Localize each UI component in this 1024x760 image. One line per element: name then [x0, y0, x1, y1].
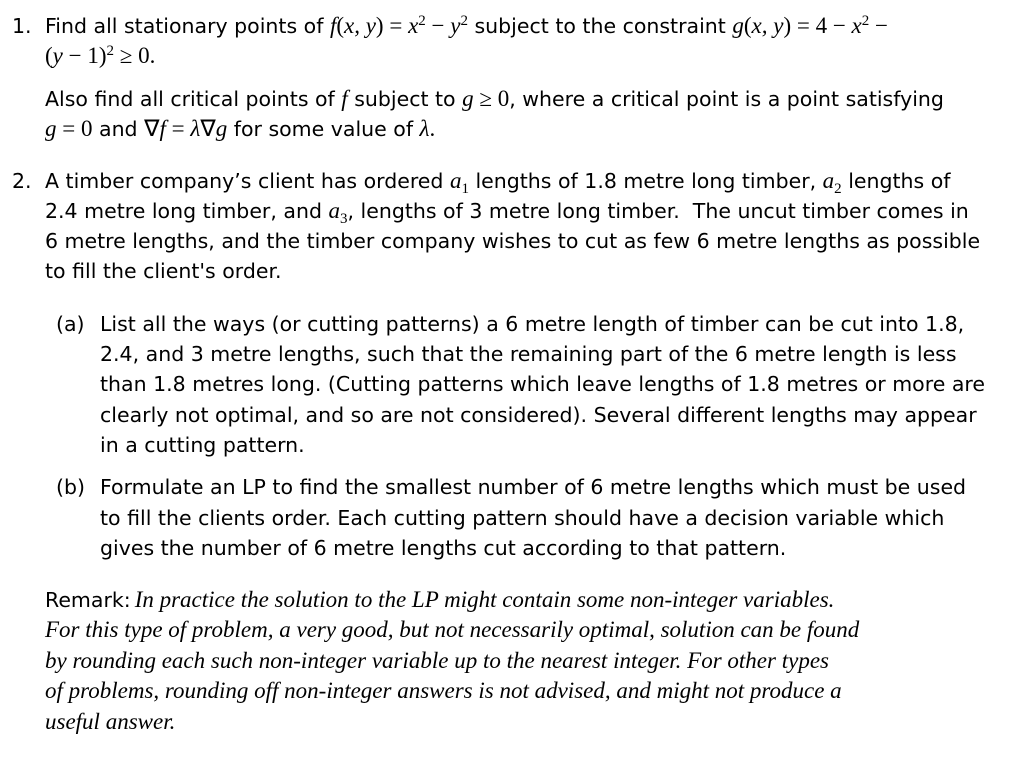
remark-line-1: [45, 587, 834, 616]
part-a-line-5: in a cutting pattern.: [100, 433, 305, 457]
part-a-line-3: than 1.8 metres long. (Cutting patterns which leave lengths of 1.8 metres or more are: [100, 372, 985, 396]
part-b-label: (b): [56, 475, 86, 499]
part-a-label: (a): [56, 312, 85, 336]
question-1-line-2: $(y - 1)^2 \ge 0$.: [45, 43, 156, 68]
question-2-line-4: to fill the client's order.: [45, 259, 282, 283]
question-2-number: 2.: [12, 169, 32, 193]
question-1-line-1: Find all stationary points of f(x, $y) = x^2 - y^2$ subject to the constraint g(x, $y) = 4 - x^2$ −: [45, 13, 888, 38]
part-a-line-2: 2.4, and 3 metre lengths, such that the remaining part of the 6 metre length is less: [100, 342, 957, 366]
part-a-line-1: List all the ways (or cutting patterns) a 6 metre length of timber can be cut into 1.8,: [100, 312, 965, 336]
part-b-line-2: to fill the clients order. Each cutting pattern should have a decision variable which: [100, 506, 945, 530]
question-2-line-3: 6 metre lengths, and the timber company wishes to cut as few 6 metre lengths as possible: [45, 229, 981, 253]
part-a-line-4: clearly not optimal, and so are not considered). Several different lengths may appear: [100, 403, 977, 427]
question-1-number: 1.: [12, 14, 32, 38]
remark-line-2: For this type of problem, a very good, but not necessarily optimal, solution can be found: [45, 617, 860, 642]
part-b-line-3: gives the number of 6 metre lengths cut according to that pattern.: [100, 536, 787, 560]
question-2-line-2: 2.4 metre long timber, and $a_3$, lengths of 3 metre long timber. The uncut timber comes in: [45, 198, 969, 228]
question-1-line-4: g = 0 and ∇f = λ∇g for some value of λ.: [45, 116, 436, 141]
remark-line-3: by rounding each such non-integer variable up to the nearest integer. For other types: [45, 648, 829, 673]
remark-line-4: of problems, rounding off non-integer answers is not advised, and might not produce a: [45, 678, 842, 703]
question-2-line-1: A timber company’s client has ordered $a_1$ lengths of 1.8 metre long timber, $a_2$ lengths of: [45, 168, 951, 198]
question-1-line-3: Also find all critical points of f subject to g ≥ 0, where a critical point is a point satisfying: [45, 86, 944, 111]
remark-label: Remark:: [45, 588, 131, 612]
remark-line-5: useful answer.: [45, 709, 176, 734]
remark-text-1: In practice the solution to the LP might contain some non-integer variables.: [134, 587, 835, 612]
part-b-line-1: Formulate an LP to find the smallest number of 6 metre lengths which must be used: [100, 475, 967, 499]
